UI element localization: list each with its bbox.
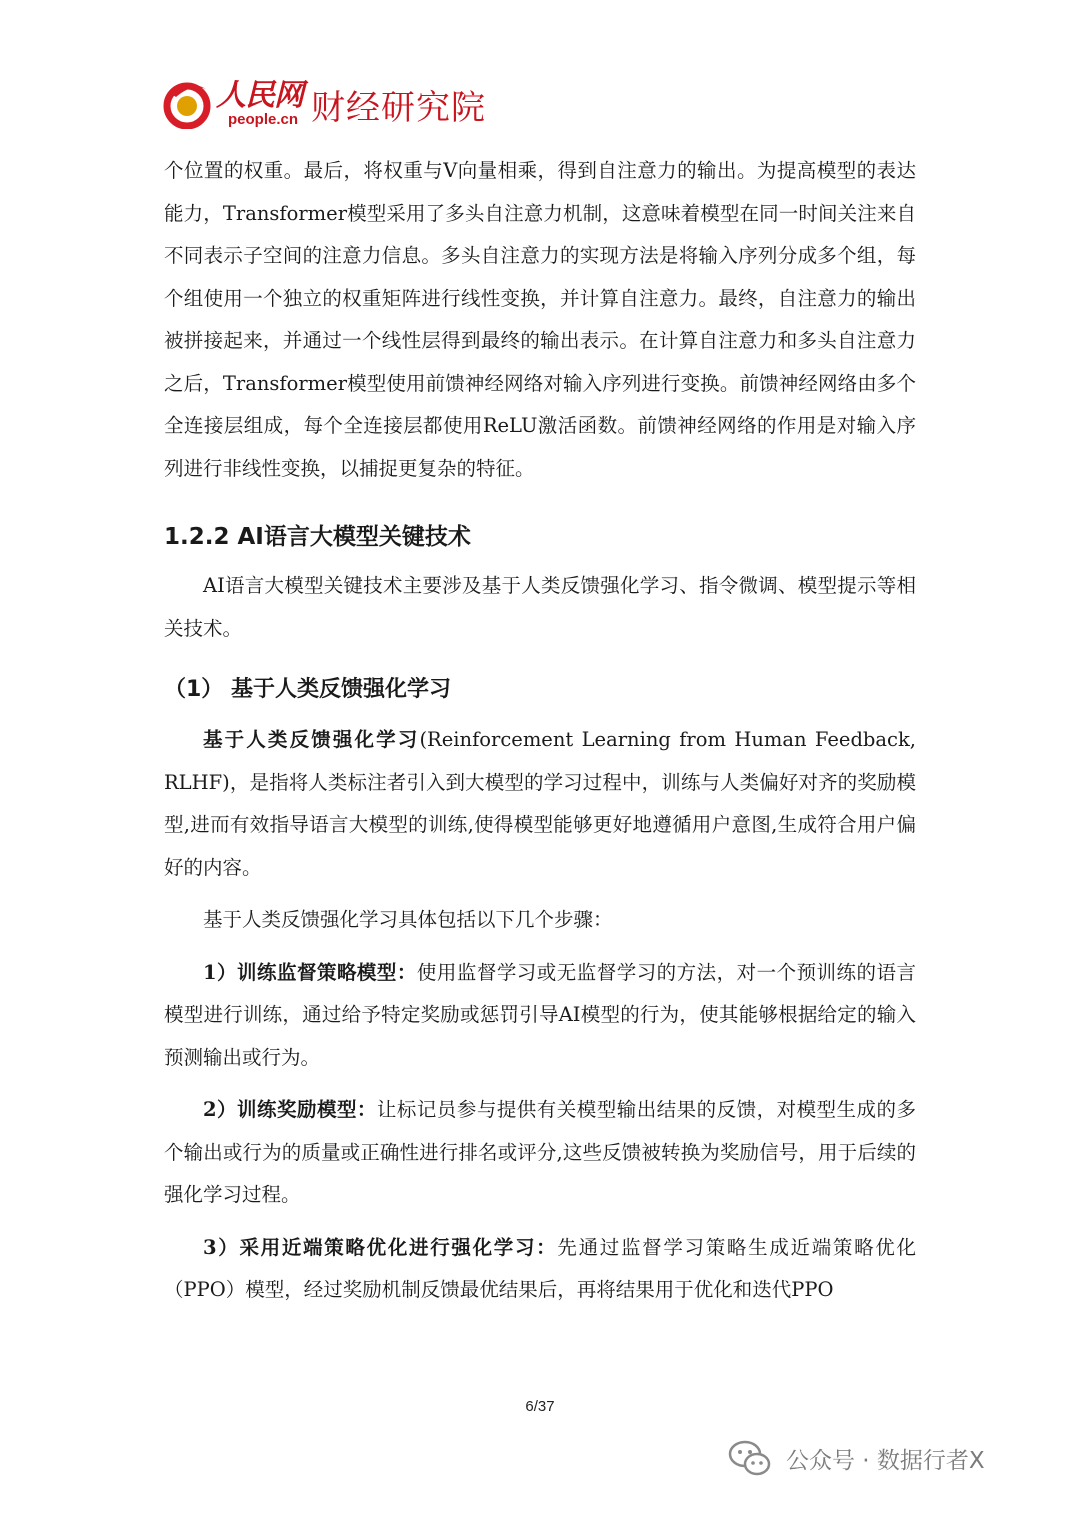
step-text: 先通过监督学习策略生成近端策略优化（PPO）模型，经过奖励机制反馈最优结果后，再将结果用于优化和迭代PPO <box>164 1235 916 1301</box>
people-logo-icon <box>162 79 212 129</box>
step-label: 1）训练监督策略模型： <box>203 960 417 984</box>
subsection-heading: （1） 基于人类反馈强化学习 <box>164 677 451 702</box>
section-heading: 1.2.2 AI语言大模型关键技术 <box>164 524 471 550</box>
document-body <box>164 150 916 1312</box>
watermark-text: 公众号 · 数据行者X <box>786 1447 985 1474</box>
paragraph: AI语言大模型关键技术主要涉及基于人类反馈强化学习、指令微调、模型提示等相关技术。 <box>164 574 916 640</box>
paragraph: 基于人类反馈强化学习具体包括以下几个步骤： <box>203 908 613 931</box>
page-header <box>162 76 486 132</box>
logo-en: people.cn <box>228 111 299 128</box>
step-paragraph <box>164 1227 916 1312</box>
institute-name: 财经研究院 <box>311 87 486 128</box>
logo-cn: 人民网 <box>216 78 303 113</box>
term-bold: 基于人类反馈强化学习 <box>203 728 420 751</box>
term-definition: (Reinforcement Learning from Human Feedback, RLHF)，是指将人类标注者引入到大模型的学习过程中，训练与人类偏好对齐的奖励模型,进而有效指导语言大模型的训练,使得模型能够更好地遵循用户意图,生成符合用户偏好的内容。 <box>164 728 916 879</box>
step-text: 让标记员参与提供有关模型输出结果的反馈，对模型生成的多个输出或行为的质量或正确性进行排名或评分,这些反馈被转换为奖励信号，用于后续的强化学习过程。 <box>164 1098 916 1206</box>
step-label: 3）采用近端策略优化进行强化学习： <box>203 1235 558 1259</box>
logo-text <box>216 80 303 128</box>
step-text: 使用监督学习或无监督学习的方法，对一个预训练的语言模型进行训练，通过给予特定奖励或惩罚引导AI模型的行为，使其能够根据给定的输入预测输出或行为。 <box>164 960 916 1069</box>
step-label: 2）训练奖励模型： <box>203 1098 377 1121</box>
paragraph: 个位置的权重。最后，将权重与V向量相乘，得到自注意力的输出。为提高模型的表达能力，Transformer模型采用了多头自注意力机制，这意味着模型在同一时间关注来自不同表示子空间的注意力信息。多头自注意力的实现方法是将输入序列分成多个组，每个组使用一个独立的权重矩阵进行线性变换，并计算自注意力。最终，自注意力的输出被拼接起来，并通过一个线性层得到最终的输出表示。在计算自注意力和多头自注意力之后，Transformer模型使用前馈神经网络对输入序列进行变换。前馈神经网络由多个全连接层组成，每个全连接层都使用ReLU激活函数。前馈神经网络的作用是对输入序列进行非线性变换，以捕捉更复杂的特征。 <box>164 159 916 480</box>
step-paragraph <box>164 1089 916 1217</box>
page-number: 6/37 <box>525 1398 555 1415</box>
wechat-icon <box>728 1438 772 1478</box>
step-paragraph <box>164 952 916 1080</box>
watermark <box>728 1435 985 1481</box>
paragraph <box>164 719 916 889</box>
